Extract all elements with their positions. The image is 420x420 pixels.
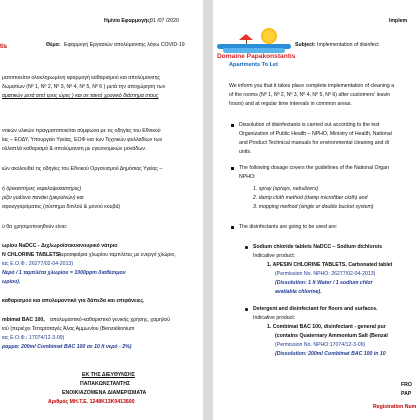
bullet-line: and Product Technical manuals for environmental cleaning and di xyxy=(239,140,389,146)
indicative-product: Indicative product: xyxy=(253,315,296,321)
intro-line: hours) and at regular time intervals in common areas. xyxy=(229,101,352,107)
bullet-icon xyxy=(231,226,234,229)
subject-label: Θέμα: xyxy=(46,42,61,48)
combimat-registration: ιας Ε.Ο.Φ.: 17074/12-3-09) xyxy=(2,335,65,341)
bullet-line: Organization of Public Health – NPHO, Ministry of Health, National xyxy=(239,131,392,137)
combimat-dilution: ραμμα: 200ml Combimat BAC 100 σε 10 lt νερό - 2%) xyxy=(2,344,132,350)
footer-line: ΠΑΠΑΚΩΝΣΤΑΝΤΗΣ xyxy=(80,381,131,387)
method-item: 1. spray (sprays, nebulizers) xyxy=(253,186,319,192)
footer-line: ΕΚ ΤΗΣ ΔΙΕΥΘΥΝΣΗΣ xyxy=(82,372,135,378)
indicative-product: Indicative product: xyxy=(253,253,296,259)
bullet-icon xyxy=(231,124,234,127)
tablet-product-name: N CHLORINE TABLETS, xyxy=(2,252,61,258)
sun-icon xyxy=(261,28,277,44)
method-item: ρίζει γυάλινο πανάκι (μικροϊνών) και xyxy=(2,195,84,201)
combimat-contains: ιού (περιέχει Τεταρτοταγές Άλας Αμμωνίου (Benzalkonium xyxy=(2,326,135,332)
logo-name: Domaine Papakonstantis xyxy=(217,53,296,60)
intro-line: of the rooms (Nº 1, Nº 2, Nº 3, Nº 4, Nº 5, Nº 6) after customers' leavin xyxy=(229,92,391,98)
paragraph-line: ντικών υλικών πραγματοποιείται σύμφωνα με τις οδηγίες του Εθνικού xyxy=(2,128,161,134)
logo-tagline: Apartments To Let xyxy=(229,62,278,68)
logo-fragment: tis xyxy=(0,44,8,50)
subject-text: Implementation of disinfect xyxy=(317,42,379,48)
disinfectants-header: The disinfectants are going to be used are: xyxy=(239,224,338,230)
intro-line: αματικών μετά από τρεις ώρες ) και σε τακτό χρονικό διάστημα στους xyxy=(2,93,159,99)
combimat-dilution: (Dissolution: 200ml Combimat BAC 100 in 10 xyxy=(275,351,386,357)
footer-line: Αριθμός ΜΗ.Τ.Ε. 1248Κ13Κ0413600 xyxy=(48,399,135,405)
intro-line: δωματίων (Nº 1, Nº 2, Nº 3, Nº 4, Nº 5, Nº 6 ) μετά την αποχώρηση των xyxy=(2,84,166,90)
combimat-description: απολυμαντικό-καθαριστικό γενικής χρήσης, χαμηλού xyxy=(50,317,171,323)
intro-line: ματοποιείται ολοκληρωμένη εφαρμογή καθαρισμού και απολύμανσης xyxy=(2,75,161,81)
detergent-line: καθαρισμού και απολυμαντικό για δάπεδα και επιφάνειες. xyxy=(2,298,145,304)
used-products-header: ύ θα χρησιμοποιηθούν είναι: xyxy=(2,224,68,230)
tablet-registration: ιας Ε.Ο.Φ.: 26277/02-04-2013) xyxy=(2,261,74,267)
tablet-dilution: Νερό / 1 ταμπλέτα χλωρίου = 1000ppm διαθέσιμου xyxy=(2,270,126,276)
subject-label: Subject: xyxy=(295,42,316,48)
application-date-value: 01 /07 /2020 xyxy=(150,18,179,24)
subject-text: Εφαρμογή Εργασιών απολύμανσης λόγω COVID-19 xyxy=(64,42,185,48)
combimat-product-name: mbimat BAC 100, xyxy=(2,317,45,323)
apesin-dilution: available chlorine). xyxy=(275,289,322,295)
english-document-page xyxy=(213,0,420,420)
bullet-icon xyxy=(245,246,248,249)
detergent-line: Detergent and disinfectant for floors and surfaces. xyxy=(253,306,378,312)
apesin-registration: (Permission No. NPHO: 26277/02-04-2013) xyxy=(275,271,376,277)
combimat-contains: (contains Quaternary Ammonium Salt (Benzal xyxy=(275,333,388,339)
company-logo xyxy=(217,28,296,74)
tablet-description: Αεροσφαίρια χλωρίου ταμπλέτες με ενεργό χλώριο, xyxy=(58,252,176,258)
intro-line: We inform you that it takes place complete implementation of cleaning a xyxy=(229,83,395,89)
application-date-label: Ημ/νία Εφαρμογής: xyxy=(104,18,152,24)
combimat-product: 1. Combimat BAC 100, disinfectant - general pur xyxy=(267,324,386,330)
paragraph-line: ολλαπλά καθαρισμό & απολύμανση με υγειονομικών μονάδων. xyxy=(2,146,147,152)
footer-line: PAP xyxy=(401,391,412,397)
bullet-line: Dissolution of disinfectants is carried out according to the inst xyxy=(239,122,380,128)
apesin-dilution: (Dissolution: 1 lt Water / 1 sodium chlor xyxy=(275,280,373,286)
bullet-icon xyxy=(245,308,248,311)
sodium-line: Sodium chloride tablets NaDCC – Sodium dichlorois xyxy=(253,244,383,250)
paragraph-line: ίας – ΕΟΔΥ, Υπουργείο Υγείας, ΕΟΦ και των Τεχνικών φυλλαδίων των xyxy=(2,137,163,143)
footer-line: FRO xyxy=(401,382,412,388)
footer-line: Registration Num xyxy=(373,404,417,410)
apesin-product: 1. APESIN CHLORINE TABLETS, Carbonated tablet xyxy=(267,262,393,268)
bullet-icon xyxy=(231,167,234,170)
tablet-dilution: ωρίου). xyxy=(2,279,21,285)
combimat-registration: (Permission No. NPHO:17074/12-3-09) xyxy=(275,342,366,348)
method-item: 2. damp cloth method (damp microfiber cloth) and xyxy=(253,195,368,201)
bullet-line: units. xyxy=(239,149,252,155)
top-label: Implem xyxy=(389,18,408,24)
tablet-type-line: ωρίου NaDCC - Διχλωροϊσοκυανουρικό νάτριο xyxy=(2,243,118,249)
bullet-line: NPHO: xyxy=(239,174,256,180)
bullet-line: The following dosage covers the guidelines of the National Organ xyxy=(239,165,389,171)
method-item: ή (ψεκαστήρες νεφελοψεκαστήρες) xyxy=(2,186,82,192)
footer-line: ΕΝΟΙΚΙΑΖΟΜΕΝΑ ΔΙΑΜΕΡΙΣΜΑΤΑ xyxy=(62,390,147,396)
paragraph-line: ιών ακολουθεί τις οδηγίες του Εθνικού Οργανισμού Δημόσιας Υγείας – xyxy=(2,166,163,172)
method-item: σφουγγαρόματος (σύστημα διπλού & μονού κουβά) xyxy=(2,204,121,210)
method-item: 3. mopping method (single or double bucket system) xyxy=(253,204,374,210)
greek-document-page xyxy=(0,0,203,420)
